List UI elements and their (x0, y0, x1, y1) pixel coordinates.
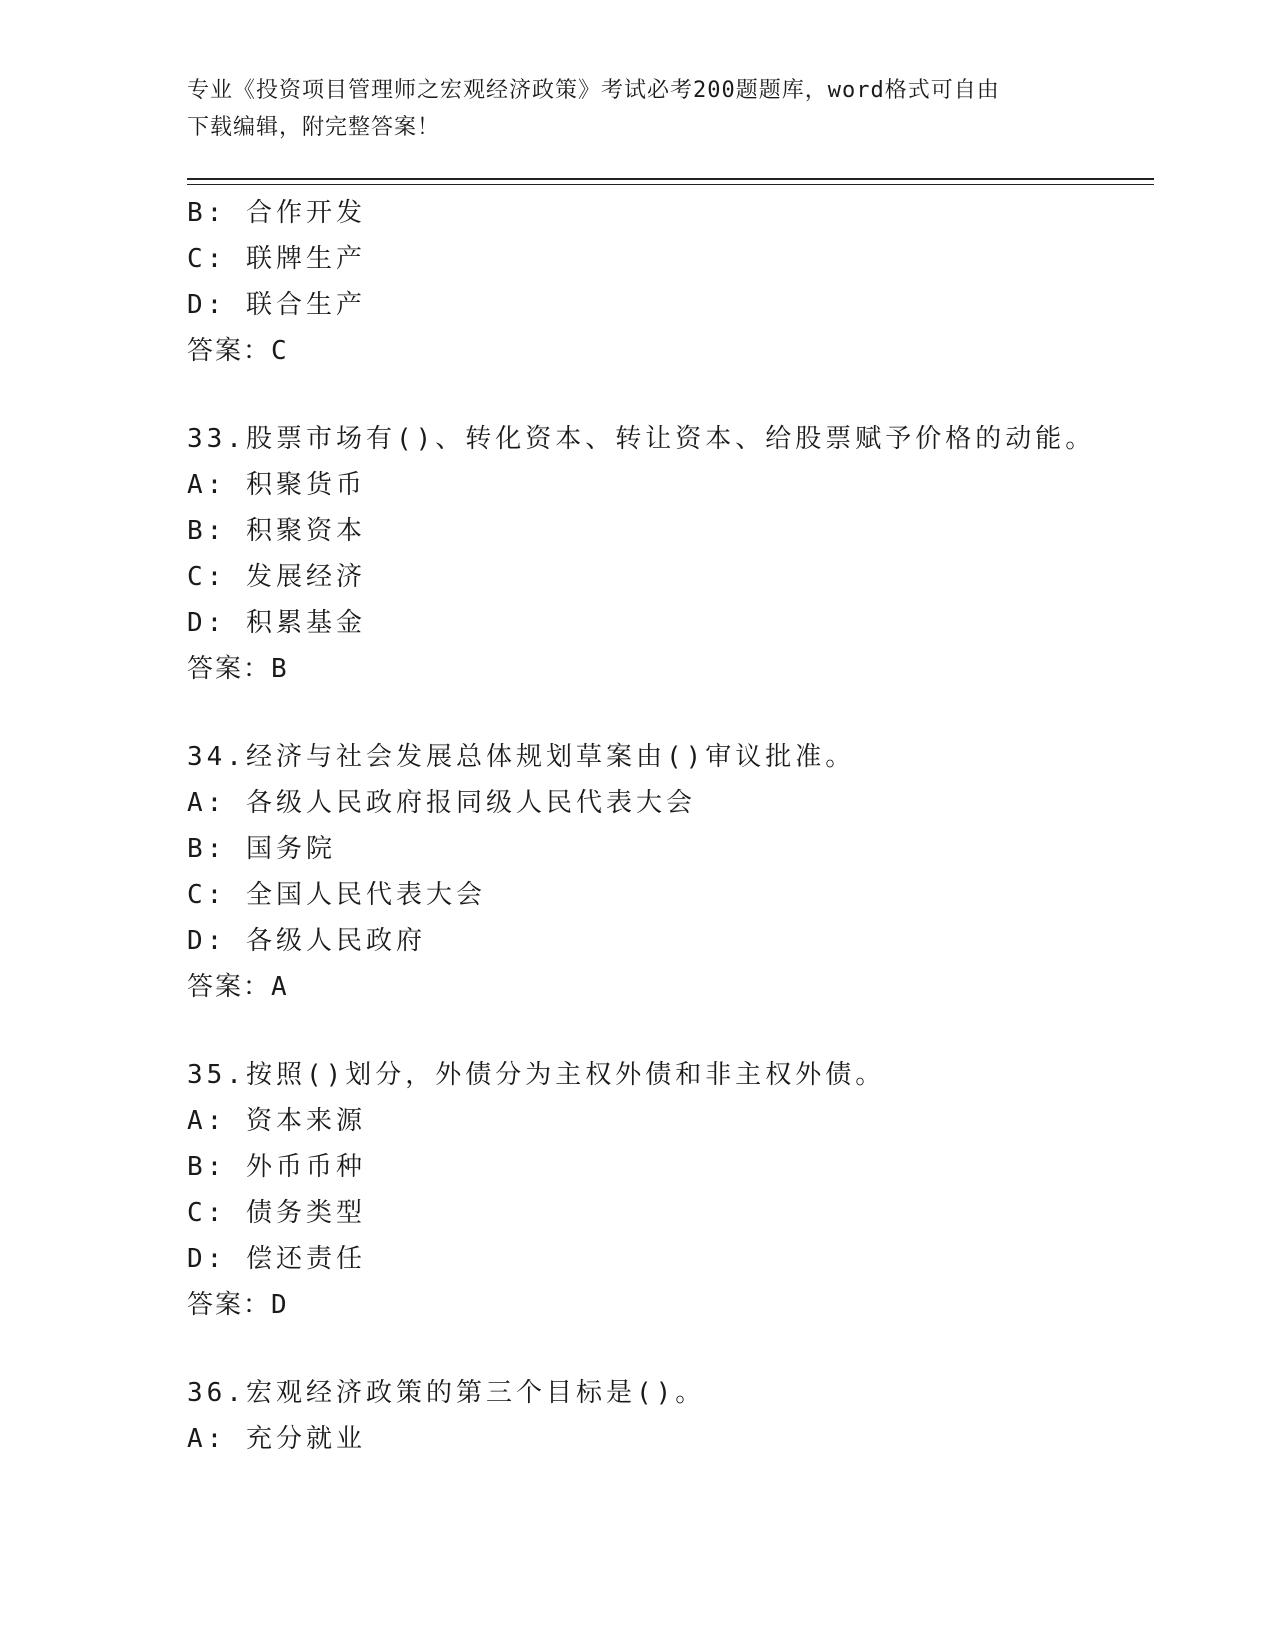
answer-line (187, 1282, 1147, 1328)
answer-value: B (271, 654, 288, 684)
option-a: A: 充分就业 (187, 1424, 366, 1454)
answer-line (187, 964, 1147, 1010)
answer-label: 答案： (187, 336, 272, 366)
header-rule-thick (187, 178, 1154, 180)
option-b: B: 国务院 (187, 834, 336, 864)
header-line-1: 专业《投资项目管理师之宏观经济政策》考试必考200题题库，word格式可自由 (187, 78, 1000, 103)
answer-label: 答案： (187, 1290, 272, 1320)
question-stem: 35.按照()划分，外债分为主权外债和非主权外债。 (187, 1060, 886, 1090)
option-d: D: 偿还责任 (187, 1244, 366, 1274)
option-d: D: 联合生产 (187, 290, 366, 320)
question-stem: 34.经济与社会发展总体规划草案由()审议批准。 (187, 742, 856, 772)
option-c: C: 全国人民代表大会 (187, 880, 486, 910)
option-b: B: 合作开发 (187, 198, 366, 228)
question-36 (187, 1370, 1147, 1462)
document-header (187, 72, 1087, 146)
question-stem: 33.股票市场有()、转化资本、转让资本、给股票赋予价格的动能。 (187, 424, 1096, 454)
option-c: C: 联牌生产 (187, 244, 366, 274)
question-list (187, 190, 1147, 1462)
option-a: A: 资本来源 (187, 1106, 366, 1136)
question-33 (187, 416, 1147, 692)
answer-value: D (271, 1290, 288, 1320)
option-d: D: 积累基金 (187, 608, 366, 638)
header-line-2: 下载编辑，附完整答案！ (187, 115, 441, 140)
option-c: C: 发展经济 (187, 562, 366, 592)
question-35 (187, 1052, 1147, 1328)
question-34 (187, 734, 1147, 1010)
option-d: D: 各级人民政府 (187, 926, 426, 956)
answer-value: C (271, 336, 288, 366)
answer-value: A (271, 972, 288, 1002)
answer-label: 答案： (187, 972, 272, 1002)
option-a: A: 各级人民政府报同级人民代表大会 (187, 788, 696, 818)
option-c: C: 债务类型 (187, 1198, 366, 1228)
header-rule-thin (187, 184, 1154, 185)
answer-line (187, 646, 1147, 692)
option-b: B: 外币币种 (187, 1152, 366, 1182)
option-b: B: 积聚资本 (187, 516, 366, 546)
question-stem: 36.宏观经济政策的第三个目标是()。 (187, 1378, 706, 1408)
question-32-tail (187, 190, 1147, 374)
option-a: A: 积聚货币 (187, 470, 366, 500)
answer-label: 答案： (187, 654, 272, 684)
answer-line (187, 328, 1147, 374)
